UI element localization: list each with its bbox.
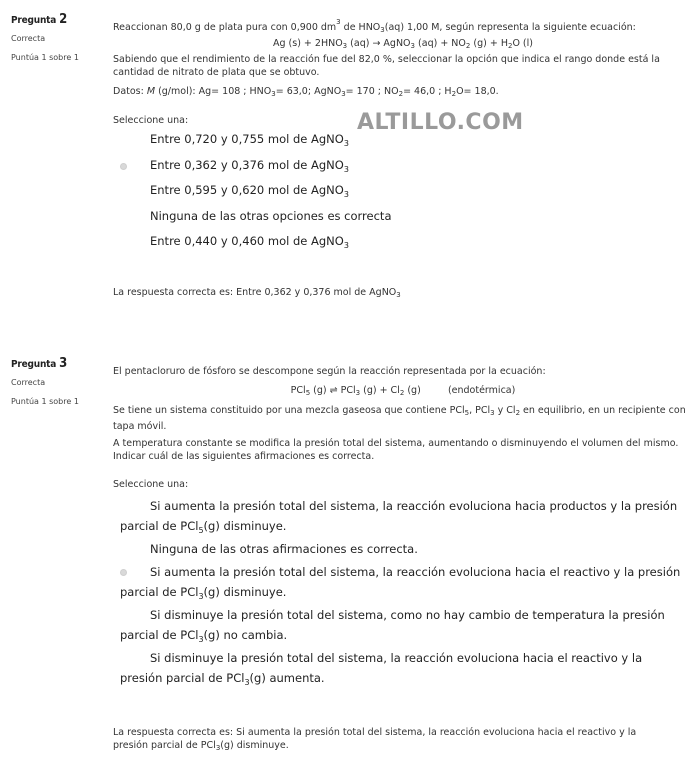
option-a[interactable]: Si aumenta la presión total del sistema, la reacción evoluciona hacia productos y la presión parcial de PCl$_5$(g) disminuye. xyxy=(120,499,678,535)
question-grade: Puntúa 1 sobre 1 xyxy=(11,397,79,406)
answer-options xyxy=(113,496,693,691)
select-prompt: Seleccione una: xyxy=(113,479,189,490)
watermark: ALTILLO.COM xyxy=(357,110,524,135)
option-d[interactable]: Ninguna de las otras opciones es correcta xyxy=(150,208,392,223)
question-paragraph-2: A temperatura constante se modifica la presión total del sistema, aumentando o disminuyendo el volumen del mismo. Indicar cuál de las siguientes afirmaciones es correcta. xyxy=(113,438,679,462)
radio-selected-icon[interactable] xyxy=(120,569,127,576)
correct-answer: La respuesta correcta es: Entre 0,362 y 0,376 mol de AgNO$_3$ xyxy=(113,286,401,299)
data-line: Datos: M (g/mol): Ag= 108 ; $HNO_3= 63,0$; AgNO$_3$= 170 ; $NO_2= 46,0$ ; $H_2O= 18,0$. xyxy=(113,86,499,98)
question-3-content xyxy=(113,365,693,755)
option-e[interactable]: Entre 0,440 y 0,460 mol de AgNO$_3$ xyxy=(150,234,349,250)
question-2-content xyxy=(113,11,693,302)
question-state: Correcta xyxy=(11,378,46,387)
question-statement: El pentacloruro de fósforo se descompone según la reacción representada por la ecuación: xyxy=(113,366,546,377)
question-number: Pregunta 2 xyxy=(11,12,68,27)
correct-answer: La respuesta correcta es: Si aumenta la presión total del sistema, la reacción evoluciona hacia el reactivo y la presión parcial de PCl$_3$(g) disminuye. xyxy=(113,727,637,752)
option-d[interactable]: Si disminuye la presión total del sistema, como no hay cambio de temperatura la presión parcial de PCl$_3$(g) no cambia. xyxy=(120,608,665,644)
question-state: Correcta xyxy=(11,34,46,43)
question-2-info xyxy=(11,12,106,62)
option-a[interactable]: Entre 0,720 y 0,755 mol de AgNO$_3$ xyxy=(150,132,349,148)
option-c[interactable]: Si aumenta la presión total del sistema, la reacción evoluciona hacia el reactivo y la presión parcial de PCl$_3$(g) disminuye. xyxy=(120,565,681,601)
chemical-equation: Ag $(s) + 2HNO_3$ (aq) → AgNO$_3$ $(aq) + NO_2$ $(g) + H_2O$ (l) xyxy=(272,38,533,50)
question-statement: Reaccionan 80,0 g de plata pura con 0,900 $dm^3$ de $HNO_3(aq)$ 1,00 M, según representa la siguiente ecuación: xyxy=(113,18,636,34)
option-e[interactable]: Si disminuye la presión total del sistema, la reacción evoluciona hacia el reactivo y la presión parcial de PCl$_3$(g) aumenta. xyxy=(120,651,643,687)
question-3-info xyxy=(11,356,106,406)
question-number: Pregunta 3 xyxy=(11,356,68,371)
question-paragraph-1: Se tiene un sistema constituido por una mezcla gaseosa que contiene PCl$_5$, PCl$_3$ y $Cl_2$ en equilibrio, en un recipiente con tapa móvil. xyxy=(113,405,686,432)
answer-options xyxy=(113,131,693,259)
select-prompt: Seleccione una: xyxy=(113,115,189,126)
radio-selected-icon[interactable] xyxy=(120,163,127,170)
question-paragraph: Sabiendo que el rendimiento de la reacción fue del 82,0 %, seleccionar la opción que indica el rango donde está la cantidad de nitrato de plata que se obtuvo. xyxy=(113,54,660,78)
chemical-equation: PCl$_5$ (g) ⇌ PCl$_3$ $(g) + Cl_2$ (g) (endotérmica) xyxy=(290,385,516,397)
question-grade: Puntúa 1 sobre 1 xyxy=(11,53,79,62)
option-b[interactable]: Ninguna de las otras afirmaciones es correcta. xyxy=(150,542,418,556)
option-c[interactable]: Entre 0,595 y 0,620 mol de AgNO$_3$ xyxy=(150,183,349,199)
option-b[interactable]: Entre 0,362 y 0,376 mol de AgNO$_3$ xyxy=(113,157,693,183)
